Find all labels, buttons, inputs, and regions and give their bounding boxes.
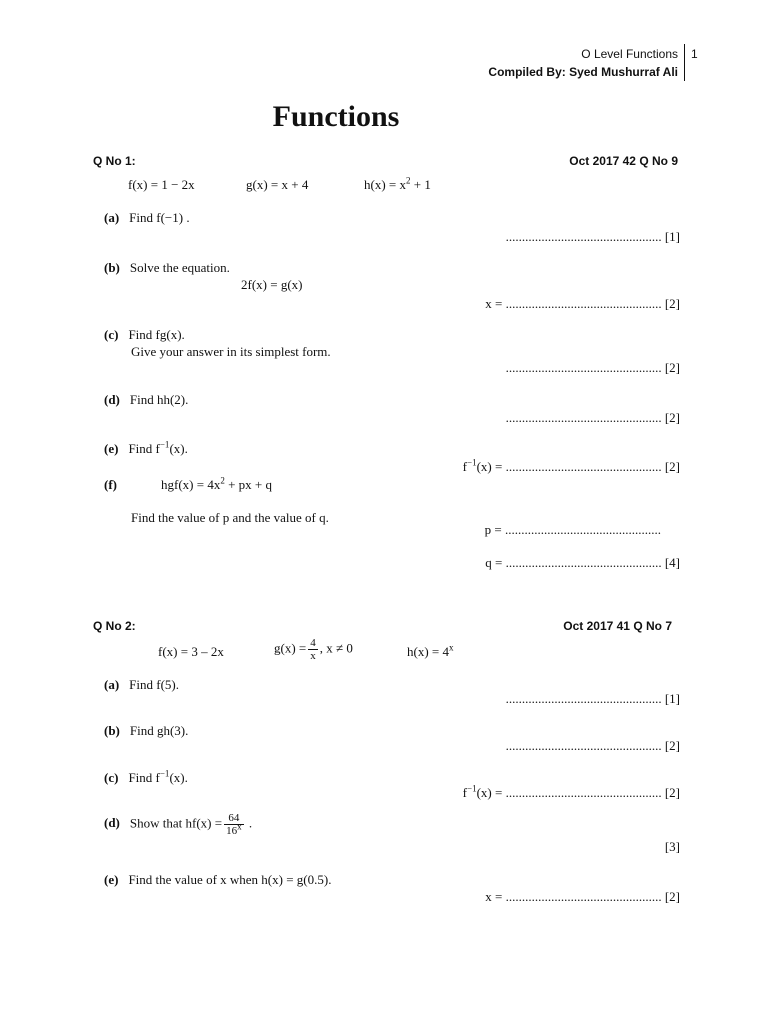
q1-source: Oct 2017 42 Q No 9 (569, 154, 678, 168)
q2-part-a: (a) Find f(5). (104, 677, 180, 692)
q1-g-definition: g(x) = x + 4 (246, 177, 309, 192)
header-compiler: Compiled By: Syed Mushurraf Ali (488, 65, 678, 79)
q1-part-f-answer-q: q = ................................................ [4] (485, 555, 680, 570)
q1-part-d-answer-line: ................................................ [2] (505, 410, 680, 425)
q1-h-definition: $h(x) = x^2 + 1$ (364, 175, 431, 192)
header-course-title: O Level Functions (581, 47, 678, 61)
q2-part-e-answer-line: x = ................................................ [2] (485, 889, 680, 904)
q1-f-definition: f(x) = 1 − 2x (128, 177, 195, 192)
q1-part-f-equation: $hgf(x) = 4x^2$ + px + q (161, 475, 272, 492)
q2-g-definition: g(x) = $\frac{4}{x}$ , x ≠ 0 (274, 637, 353, 662)
q1-label: Q No 1: (93, 154, 136, 168)
page-number: 1 (691, 47, 698, 61)
q2-part-c-answer-line: $f^{-1}(x)$ = ................................................ [2] (462, 783, 680, 800)
q2-part-e: (e) Find the value of x when h(x) = g(0.5). (104, 872, 332, 887)
q1-part-c-answer-line: ................................................ [2] (505, 360, 680, 375)
q2-part-b: (b) Find gh(3). (104, 723, 189, 738)
q2-label: Q No 2: (93, 619, 136, 633)
q2-source: Oct 2017 41 Q No 7 (563, 619, 672, 633)
q1-part-b-answer-line: x = ................................................ [2] (485, 296, 680, 311)
q2-part-d-marks: [3] (664, 839, 680, 854)
q1-part-e: (e) Find $f^{-1}(x)$. (104, 439, 188, 456)
q1-part-f-letter: (f) (104, 477, 117, 492)
q2-h-definition: $h(x) = 4^x$ (407, 642, 454, 659)
q1-part-f-answer-p: p = ................................................ (484, 522, 661, 537)
q1-part-a: (a) Find f(−1) . (104, 210, 190, 225)
q1-part-b: (b) Solve the equation. (104, 260, 230, 275)
q2-f-definition: f(x) = 3 – 2x (158, 644, 224, 659)
q1-part-c: (c) Find fg(x). (104, 327, 185, 342)
page-title: Functions (272, 100, 400, 133)
q1-part-e-answer-line: $f^{-1}(x)$ = ................................................ [2] (462, 457, 680, 474)
q1-part-d: (d) Find hh(2). (104, 392, 189, 407)
q2-part-d: (d) Show that hf(x) = $\frac{64}{16^x}$ . (104, 812, 253, 837)
q2-part-b-answer-line: ................................................ [2] (505, 738, 680, 753)
q1-part-a-answer-line: ................................................ [1] (505, 229, 680, 244)
header-divider (684, 44, 685, 81)
q1-part-b-equation: 2f(x) = g(x) (241, 277, 303, 292)
q2-part-c: (c) Find $f^{-1}(x)$. (104, 768, 188, 785)
q1-part-f-instruction: Find the value of p and the value of q. (131, 510, 329, 525)
q1-part-c-instruction: Give your answer in its simplest form. (131, 344, 331, 359)
q2-part-a-answer-line: ................................................ [1] (505, 691, 680, 706)
